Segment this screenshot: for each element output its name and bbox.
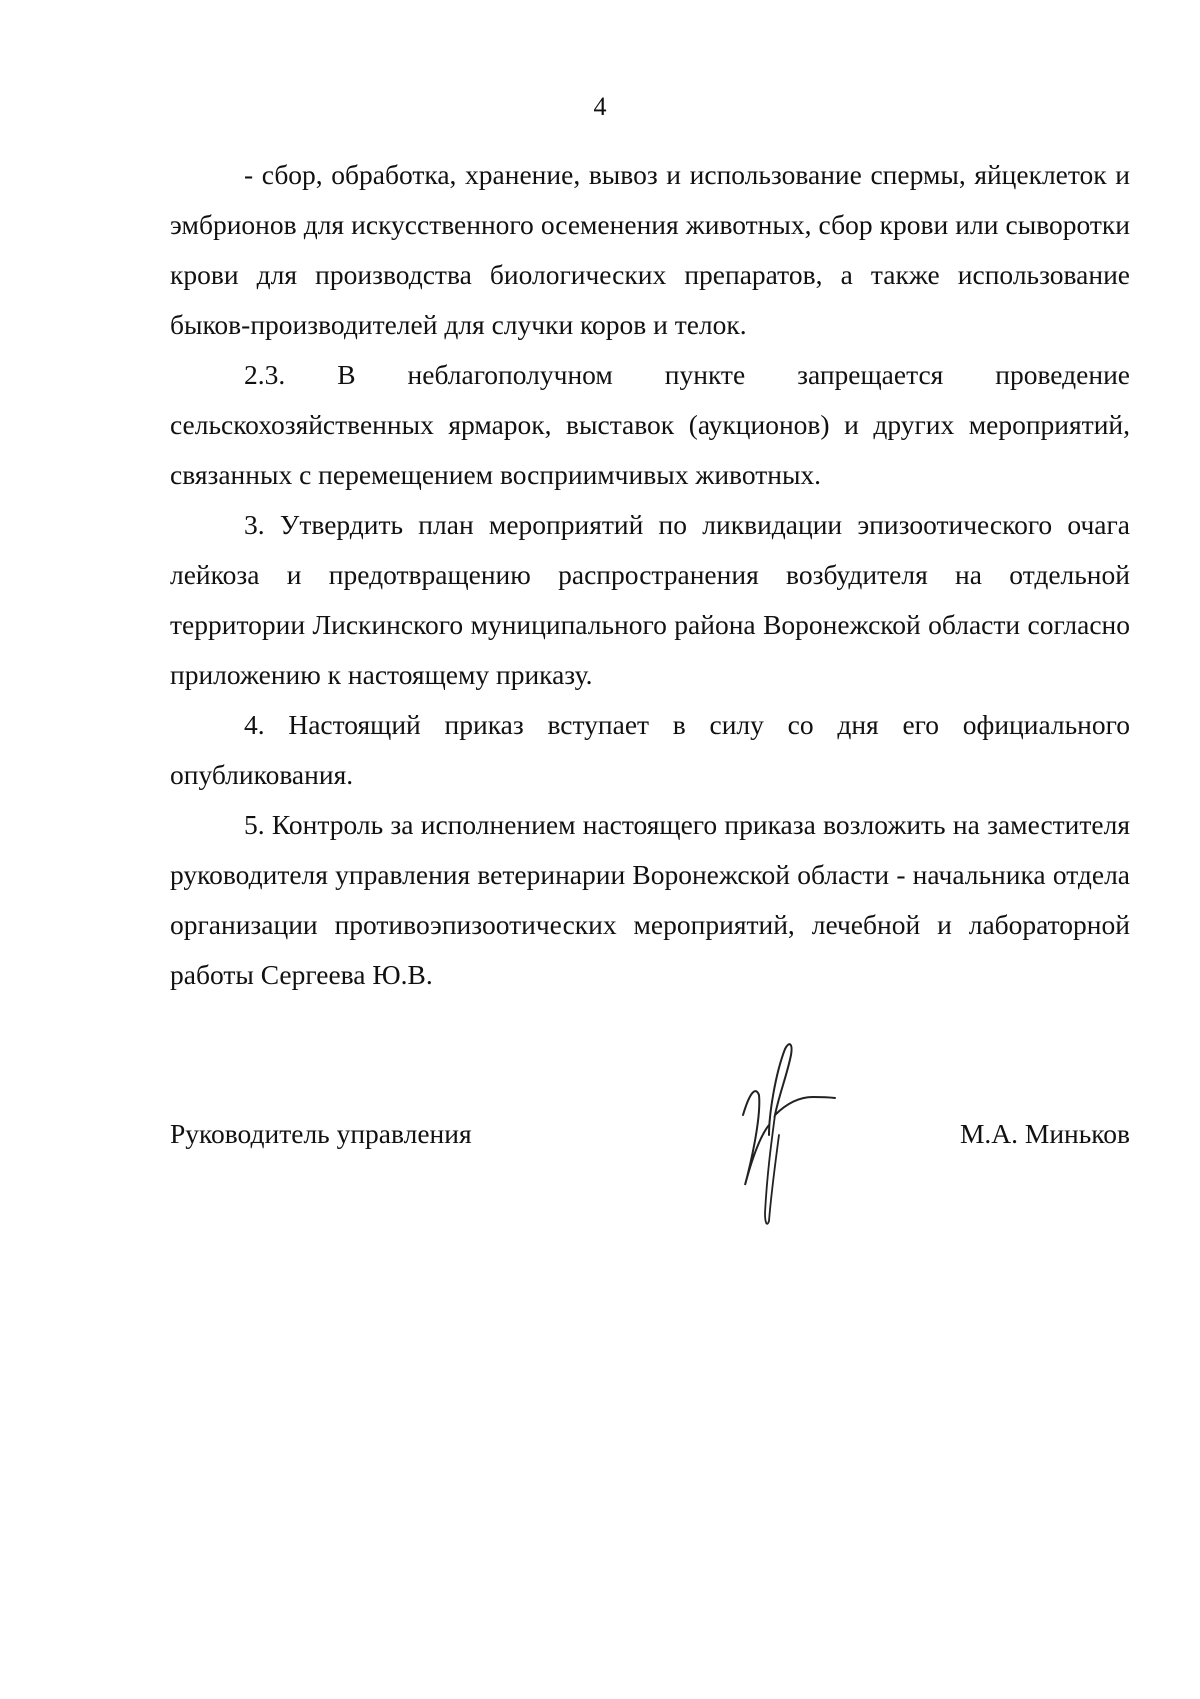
signature-row [170, 1118, 1130, 1158]
handwritten-signature [735, 1035, 845, 1235]
paragraph-3-approve-plan: 3. Утвердить план мероприятий по ликвидации эпизоотического очага лейкоза и предотвращению распространения возбудителя на отдельной территории Лискинского муниципального района Воронежской области согласно приложению к настоящему приказу. [170, 509, 1130, 690]
paragraph-5-control: 5. Контроль за исполнением настоящего приказа возложить на заместителя руководителя управления ветеринарии Воронежской области - начальника отдела организации противоэпизоотических мероприятий, лечебной и лабораторной работы Сергеева Ю.В. [170, 809, 1130, 990]
page-number: 4 [593, 92, 607, 121]
paragraph-2-3-fairs-ban: 2.3. В неблагополучном пункте запрещается проведение сельскохозяйственных ярмарок, выставок (аукционов) и других мероприятий, связанных с перемещением восприимчивых животных. [170, 359, 1130, 490]
paragraph-collection-restrictions: - сбор, обработка, хранение, вывоз и использование спермы, яйцеклеток и эмбрионов для искусственного осеменения животных, сбор крови или сыворотки крови для производства биологических препаратов, а также использование быков-производителей для случки коров и телок. [170, 159, 1130, 340]
signer-name: М.А. Миньков [959, 1118, 1130, 1149]
document-body [170, 150, 1130, 1000]
signer-title: Руководитель управления [170, 1118, 472, 1149]
paragraph-4-effective-date: 4. Настоящий приказ вступает в силу со дня его официального опубликования. [170, 709, 1130, 790]
